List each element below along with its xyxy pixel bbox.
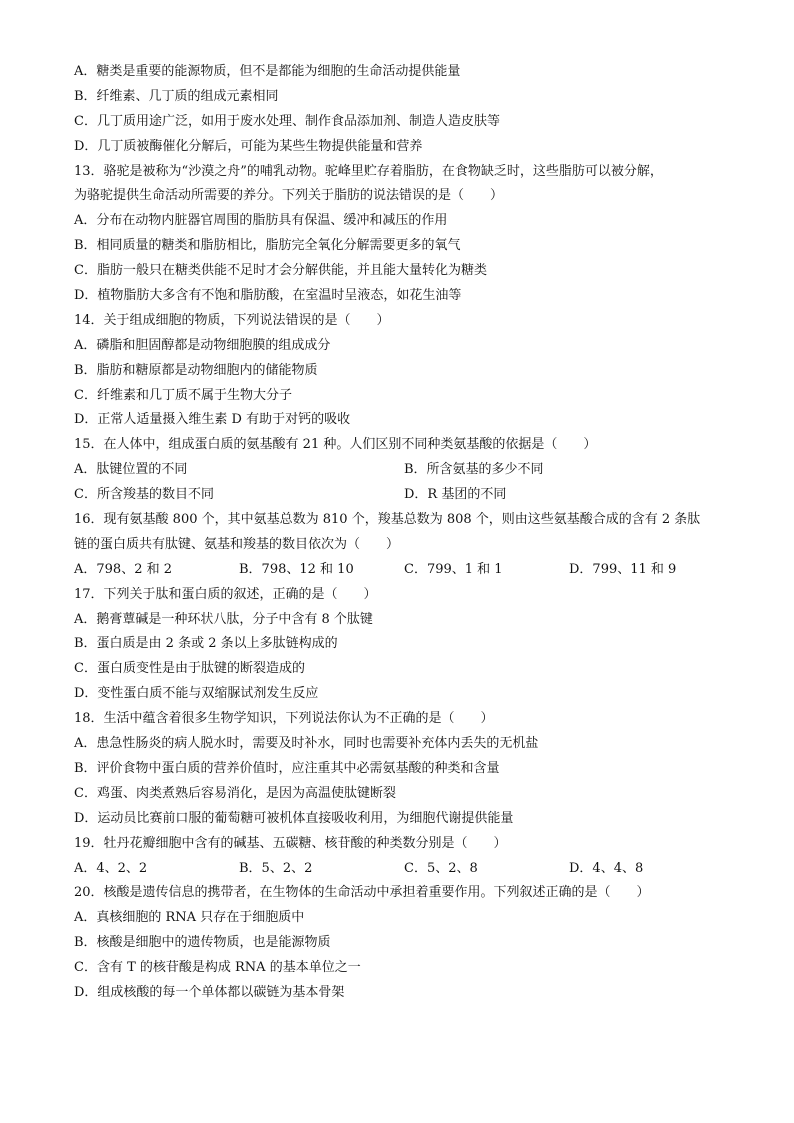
option-c: C．含有 T 的核苷酸是构成 RNA 的基本单位之一	[74, 960, 361, 976]
question-18	[74, 707, 734, 831]
option-c: C．所含羧基的数目不同	[74, 487, 214, 503]
option-b: B．所含氨基的多少不同	[404, 462, 544, 478]
option-d: D．4、4、8	[569, 860, 644, 876]
question-stem: 18．生活中蕴含着很多生物学知识，下列说法你认为不正确的是（ ）	[74, 711, 494, 727]
option-c: C．纤维素和几丁质不属于生物大分子	[74, 387, 292, 403]
option-a: A．肽键位置的不同	[74, 462, 188, 478]
options-row	[74, 558, 734, 583]
option-b: B．纤维素、几丁质的组成元素相同	[74, 88, 279, 104]
option-a: A．真核细胞的 RNA 只存在于细胞质中	[74, 910, 305, 926]
option-c: C．几丁质用途广泛，如用于废水处理、制作食品添加剂、制造人造皮肤等	[74, 113, 500, 129]
question-stem: 20．核酸是遗传信息的携带者，在生物体的生命活动中承担着重要作用。下列叙述正确的是（ ）	[74, 885, 650, 901]
question-19	[74, 832, 734, 882]
option-a: A．分布在动物内脏器官周围的脂肪具有保温、缓冲和减压的作用	[74, 213, 448, 229]
question-15	[74, 433, 734, 508]
option-a: A．糖类是重要的能源物质，但不是都能为细胞的生命活动提供能量	[74, 64, 461, 79]
option-d: D．正常人适量摄入维生素 D 有助于对钙的吸收	[74, 412, 351, 428]
option-b: B．蛋白质是由 2 条或 2 条以上多肽链构成的	[74, 636, 338, 652]
question-14	[74, 309, 734, 433]
question-stem: 14．关于组成细胞的物质，下列说法错误的是（ ）	[74, 312, 390, 328]
option-d: D．植物脂肪大多含有不饱和脂肪酸，在室温时呈液态，如花生油等	[74, 288, 462, 304]
option-c: C．799、1 和 1	[404, 561, 503, 577]
option-d: D．组成核酸的每一个单体都以碳链为基本骨架	[74, 984, 345, 1000]
option-a: A．患急性肠炎的病人脱水时，需要及时补水，同时也需要补充体内丢失的无机盐	[74, 736, 539, 752]
option-c: C．5、2、8	[404, 860, 478, 876]
question-stem: 16．现有氨基酸 800 个，其中氨基总数为 810 个，羧基总数为 808 个，则由这些氨基酸合成的含有 2 条肽	[74, 512, 701, 528]
option-d: D．799、11 和 9	[569, 561, 677, 577]
options-row	[74, 857, 734, 882]
option-b: B．脂肪和糖原都是动物细胞内的储能物质	[74, 362, 318, 378]
question-stem-continued: 链的蛋白质共有肽键、氨基和羧基的数目依次为（ ）	[74, 536, 400, 552]
option-d: D．R 基团的不同	[404, 487, 507, 503]
option-c: C．脂肪一般只在糖类供能不足时才会分解供能，并且能大量转化为糖类	[74, 263, 487, 279]
option-b: B．5、2、2	[239, 860, 313, 876]
question-stem: 17．下列关于肽和蛋白质的叙述，正确的是（ ）	[74, 586, 377, 602]
option-b: B．相同质量的糖类和脂肪相比，脂肪完全氧化分解需要更多的氧气	[74, 238, 461, 254]
option-a: A．鹅膏蕈碱是一种环状八肽，分子中含有 8 个肽键	[74, 611, 373, 627]
option-b: B．核酸是细胞中的遗传物质，也是能源物质	[74, 935, 331, 951]
option-d: D．几丁质被酶催化分解后，可能为某些生物提供能量和营养	[74, 138, 423, 154]
options-row-2	[74, 483, 734, 508]
option-d: D．变性蛋白质不能与双缩脲试剂发生反应	[74, 686, 319, 702]
question-stem: 15．在人体中，组成蛋白质的氨基酸有 21 种。人们区别不同种类氨基酸的依据是（ ）	[74, 437, 597, 453]
options-row-1	[74, 458, 734, 483]
question-stem: 19．牡丹花瓣细胞中含有的碱基、五碳糖、核苷酸的种类数分别是（ ）	[74, 835, 507, 851]
option-c: C．鸡蛋、肉类煮熟后容易消化，是因为高温使肽键断裂	[74, 785, 396, 801]
question-12-options	[74, 60, 734, 160]
option-a: A．798、2 和 2	[74, 561, 173, 577]
option-b: B．评价食物中蛋白质的营养价值时，应注重其中必需氨基酸的种类和含量	[74, 760, 500, 776]
question-13	[74, 160, 734, 309]
question-17	[74, 583, 734, 707]
option-d: D．运动员比赛前口服的葡萄糖可被机体直接吸收利用，为细胞代谢提供能量	[74, 810, 514, 826]
question-stem-continued: 为骆驼提供生命活动所需要的养分。下列关于脂肪的说法错误的是（ ）	[74, 188, 504, 204]
option-b: B．798、12 和 10	[239, 561, 354, 577]
question-16	[74, 508, 734, 583]
exam-page	[74, 60, 734, 1006]
question-stem: 13．骆驼是被称为“沙漠之舟”的哺乳动物。驼峰里贮存着脂肪，在食物缺乏时，这些脂肪可以被分解，	[74, 163, 663, 179]
question-20	[74, 881, 734, 1005]
option-a: A．磷脂和胆固醇都是动物细胞膜的组成成分	[74, 337, 331, 353]
option-c: C．蛋白质变性是由于肽键的断裂造成的	[74, 661, 305, 677]
option-a: A．4、2、2	[74, 860, 148, 876]
